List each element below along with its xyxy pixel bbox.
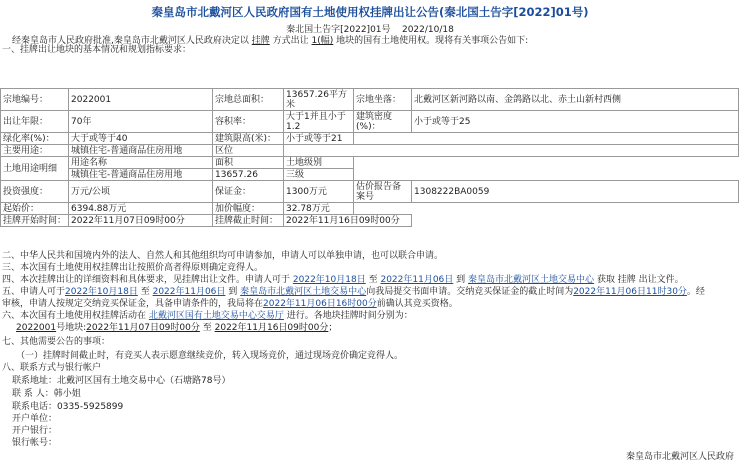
cell-value: 小于或等于25 bbox=[412, 111, 739, 133]
cell-label: 挂牌开始时间： bbox=[1, 215, 69, 227]
cell-label: 主要用途： bbox=[1, 145, 69, 157]
para-8: 八、联系方式与银行帐户 bbox=[2, 363, 102, 373]
cell-value: 三级 bbox=[284, 169, 354, 181]
para-6-schedule: 2022001号地块:2022年11月07日09时00分 至 2022年11月16日09时00分； bbox=[16, 323, 338, 333]
para-5-cont: 审核，申请人按规定交纳竞买保证金，具备申请条件的，我局将在2022年11月06日16时00分前确认其竞买资格。 bbox=[2, 299, 458, 309]
cell-header: 土地级别 bbox=[284, 157, 354, 169]
cell-label: 建筑密度(%)： bbox=[354, 111, 412, 133]
cell-label: 区位 bbox=[213, 145, 284, 157]
date-link: 2022年10月18日 bbox=[292, 275, 366, 285]
para-2: 二、中华人民共和国境内外的法人、自然人和其他组织均可申请参加，申请人可以单独申请，也可以联合申请。 bbox=[2, 251, 444, 261]
cell-label: 出让年限： bbox=[1, 111, 69, 133]
cell-label: 保证金： bbox=[213, 181, 284, 203]
para-4: 四、本次挂牌出让的详细资料和具体要求，见挂牌出让文件。申请人可于 2022年10月18日 至 2022年11月06日 到 秦皇岛市北戴河区土地交易中心 获取 挂牌 出让文件。 bbox=[2, 275, 684, 285]
bank-name: 开户银行： bbox=[12, 426, 58, 436]
date-link: 2022年11月06日11时30分 bbox=[573, 287, 687, 297]
intro-text-3: 地块的国有土地使用权。现将有关事项公告如下: bbox=[336, 36, 529, 46]
cell-value: 城镇住宅-普通商品住房用地 bbox=[69, 145, 213, 157]
cell-value: 2022001 bbox=[69, 89, 213, 111]
cell-value: 1300万元 bbox=[284, 181, 354, 203]
date-link: 2022年11月06日 bbox=[152, 287, 226, 297]
cell-header: 用途名称 bbox=[69, 157, 213, 169]
cell-value: 1308222BA0059 bbox=[412, 181, 739, 203]
cell-value: 2022年11月07日09时00分 bbox=[69, 215, 213, 227]
cell-value: 32.78万元 bbox=[284, 203, 354, 215]
contact-address: 联系地址：北戴河区国有土地交易中心（石塘路78号） bbox=[12, 376, 231, 386]
date-link: 2022年11月06日16时00分 bbox=[263, 299, 377, 309]
doc-number: 秦北国土告字[2022]01号 bbox=[286, 25, 391, 35]
cell-value: 小于或等于21 bbox=[284, 133, 354, 145]
cell-label: 绿化率(%)： bbox=[1, 133, 69, 145]
para-7: 七、其他需要公告的事项： bbox=[2, 337, 111, 347]
cell-value: 大于1并且小于1.2 bbox=[284, 111, 354, 133]
parcel-info-table bbox=[0, 88, 739, 227]
date-link: 2022年11月06日 bbox=[380, 275, 454, 285]
para-5: 五、申请人可于2022年10月18日 至 2022年11月06日 到 秦皇岛市北戴河区土地交易中心向我局提交书面申请。交纳竞买保证金的截止时间为2022年11月06日11时30分。经 bbox=[2, 287, 705, 297]
cell-label: 建筑限高(米)： bbox=[213, 133, 284, 145]
intro-text-1: 经秦皇岛市人民政府批准,秦皇岛市北戴河区人民政府决定以 bbox=[12, 36, 249, 46]
contact-person: 联 系 人：韩小姐 bbox=[12, 389, 81, 399]
cell-label: 挂牌截止时间： bbox=[213, 215, 284, 227]
cell-label: 投资强度： bbox=[1, 181, 69, 203]
page-title: 秦皇岛市北戴河区人民政府国有土地使用权挂牌出让公告(秦北国土告字[2022]01号) bbox=[151, 5, 589, 19]
contact-phone: 联系电话：0335-5925899 bbox=[12, 402, 124, 412]
cell-label: 宗地编号： bbox=[1, 89, 69, 111]
para-6: 六、本次国有土地使用权挂牌活动在 北戴河区国有土地交易中心交易厅 进行。各地块挂牌时间分别为： bbox=[2, 311, 413, 321]
cell-label: 宗地坐落： bbox=[354, 89, 412, 111]
place-link: 秦皇岛市北戴河区土地交易中心 bbox=[240, 287, 367, 297]
cell-header: 面积 bbox=[213, 157, 284, 169]
cell-value: 北戴河区新河路以南、金鸽路以北、赤土山新村西侧 bbox=[412, 89, 739, 111]
account-number: 银行帐号： bbox=[12, 438, 58, 448]
cell-value: 13657.26 bbox=[213, 169, 284, 181]
account-name: 开户单位： bbox=[12, 414, 58, 424]
cell-label: 估价报告备案号 bbox=[354, 181, 412, 203]
cell-value: 大于或等于40 bbox=[69, 133, 213, 145]
doc-date: 2022/10/18 bbox=[401, 25, 454, 35]
transfer-method: 挂牌 bbox=[251, 36, 270, 46]
cell-value: 万元/公顷 bbox=[69, 181, 213, 203]
cell-value: 70年 bbox=[69, 111, 213, 133]
intro-text-2: 方式出让 bbox=[272, 36, 309, 46]
cell-label: 土地用途明细 bbox=[1, 157, 69, 181]
cell-value: 城镇住宅-普通商品住房用地 bbox=[69, 169, 213, 181]
cell-value: 13657.26平方米 bbox=[284, 89, 354, 111]
parcel-count: 1(幅) bbox=[311, 36, 334, 46]
cell-value: 2022年11月16日09时00分 bbox=[284, 215, 412, 227]
cell-value: 6394.88万元 bbox=[69, 203, 213, 215]
cell-label: 起始价： bbox=[1, 203, 69, 215]
para-7-item-1: （一）挂牌时间截止时，有竞买人表示愿意继续竞价，转入现场竞价，通过现场竞价确定竞得人。 bbox=[16, 351, 404, 361]
cell-label: 宗地总面积： bbox=[213, 89, 284, 111]
place-link: 秦皇岛市北戴河区土地交易中心 bbox=[468, 275, 595, 285]
section-1-heading: 一、挂牌出让地块的基本情况和规划指标要求： bbox=[2, 45, 192, 55]
para-3: 三、本次国有土地使用权挂牌出让按照价高者得原则确定竞得人。 bbox=[2, 263, 264, 273]
cell-label: 容积率： bbox=[213, 111, 284, 133]
place-link: 北戴河区国有土地交易中心交易厅 bbox=[148, 311, 284, 321]
date-link: 2022年10月18日 bbox=[65, 287, 138, 297]
signature: 秦皇岛市北戴河区人民政府 bbox=[625, 452, 734, 462]
cell-label: 加价幅度： bbox=[213, 203, 284, 215]
